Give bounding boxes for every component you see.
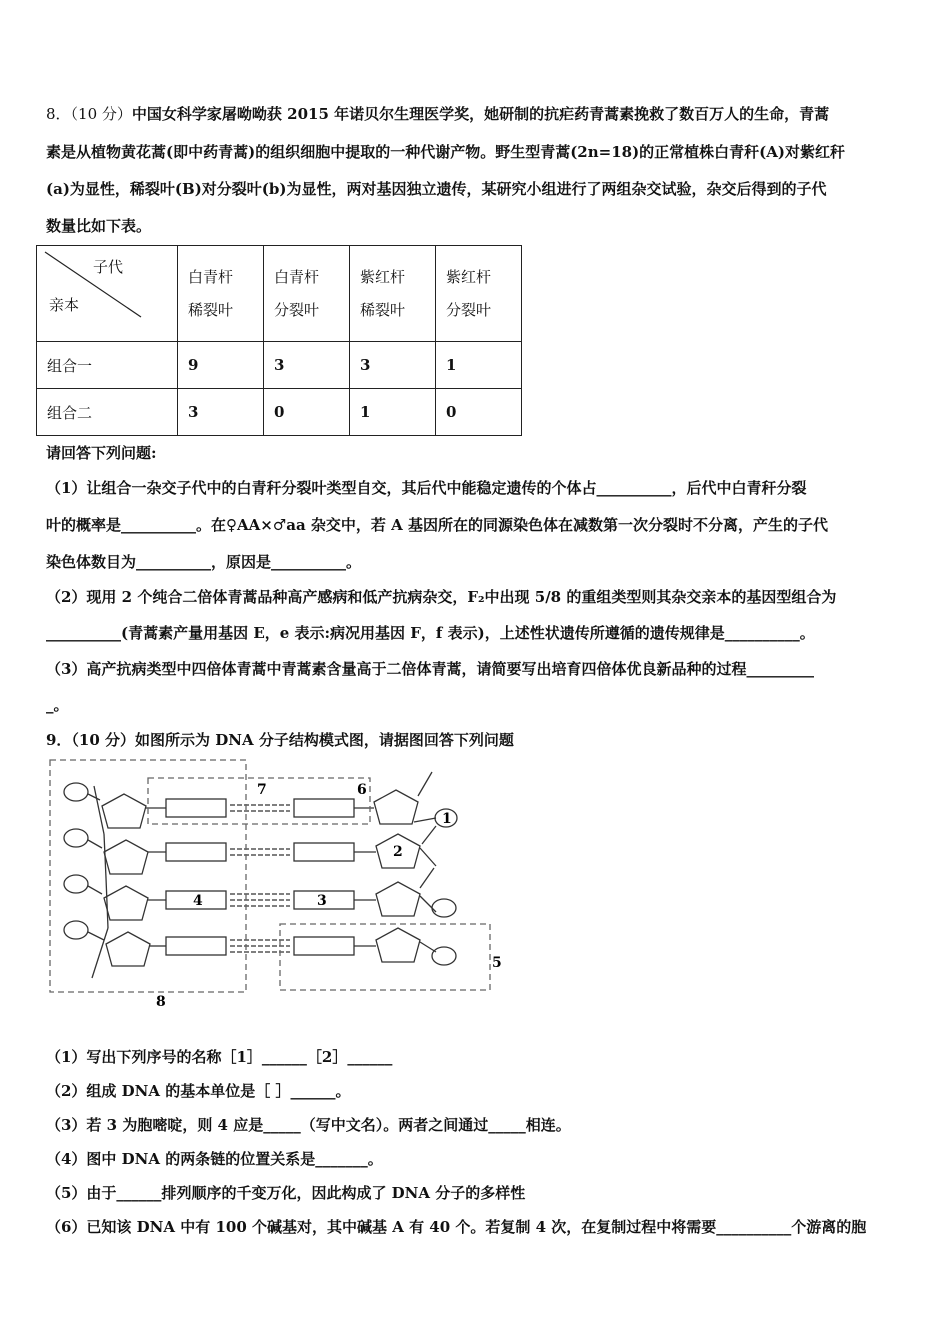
q8-intro-4: 数量比如下表。 (46, 217, 152, 235)
bond (88, 886, 102, 894)
label-3: 3 (317, 893, 327, 909)
deoxyribose (102, 794, 146, 828)
label-8: 8 (156, 994, 166, 1006)
table-col-header (436, 246, 522, 342)
q9-sub-1: （1）写出下列序号的名称［1］______［2］______ (46, 1048, 393, 1066)
base (166, 843, 226, 861)
q9-title: 9．（10 分）如图所示为 DNA 分子结构模式图，请据图回答下列问题 (46, 731, 514, 749)
base (294, 937, 354, 955)
table-row (37, 389, 522, 436)
q8-sub-3a: （3）高产抗病类型中四倍体青蒿中青蒿素含量高于二倍体青蒿，请简要写出培育四倍体优良新品种的过程_________ (46, 660, 814, 678)
q8-line-1 (46, 103, 829, 124)
phosphate (64, 783, 88, 801)
corner-top-label: 子代 (93, 258, 124, 276)
cross-result-table (36, 245, 522, 436)
table-row (37, 342, 522, 389)
q8-sub-2b: __________(青蒿素产量用基因 E，e 表示:病况用基因 F，f 表示)，上述性状遗传所遵循的遗传规律是__________。 (46, 624, 815, 642)
col-header-line2: 分裂叶 (446, 300, 492, 319)
table-cell: 1 (350, 389, 436, 436)
phosphate (432, 899, 456, 917)
q9-sub-2: （2）组成 DNA 的基本单位是［ ］______。 (46, 1082, 351, 1100)
bond (88, 840, 102, 848)
deoxyribose (376, 928, 420, 962)
q8-number: 8．（10 分） (46, 105, 132, 123)
col-header-line2: 稀裂叶 (188, 300, 234, 319)
col-header-line1: 紫红杆 (360, 267, 406, 286)
box-5 (280, 924, 490, 990)
table-cell: 3 (178, 389, 264, 436)
base (294, 843, 354, 861)
table-cell: 9 (178, 342, 264, 389)
q9-sub-5: （5）由于______排列顺序的千变万化，因此构成了 DNA 分子的多样性 (46, 1184, 526, 1202)
q8-sub-2a: （2）现用 2 个纯合二倍体青蒿品种高产感病和低产抗病杂交，F₂中出现 5/8 的重组类型则其杂交亲本的基因型组合为 (46, 588, 837, 606)
q8-intro-1: 中国女科学家屠呦呦获 2015 年诺贝尔生理医学奖，她研制的抗疟药青蒿素挽救了数百万人的生命，青蒿 (131, 105, 830, 123)
col-header-line1: 白青杆 (188, 267, 234, 286)
q8-intro-2: 素是从植物黄花蒿(即中药青蒿)的组织细胞中提取的一种代谢产物。野生型青蒿(2n=18)的正常植株白青秆(A)对紫红秆 (46, 143, 846, 161)
phosphate (64, 875, 88, 893)
row-label: 组合一 (37, 342, 178, 389)
deoxyribose (374, 790, 418, 824)
table-cell: 0 (436, 389, 522, 436)
bond (88, 932, 104, 940)
label-2: 2 (393, 844, 403, 860)
dna-structure-diagram (44, 756, 514, 1006)
q9-sub-3: （3）若 3 为胞嘧啶，则 4 应是_____（写中文名）。两者之间通过_____相连。 (46, 1116, 571, 1134)
label-5: 5 (492, 955, 502, 971)
label-4: 4 (193, 893, 203, 909)
left-backbone (106, 878, 108, 928)
deoxyribose (106, 932, 150, 966)
q8-sub-1c: 染色体数目为__________，原因是__________。 (46, 553, 362, 571)
deoxyribose (376, 882, 420, 916)
q8-sub-1b: 叶的概率是__________。在♀AA×♂aa 杂交中，若 A 基因所在的同源染色体在减数第一次分裂时不分离，产生的子代 (46, 516, 829, 534)
q9-sub-6: （6）已知该 DNA 中有 100 个碱基对，其中碱基 A 有 40 个。若复制 4 次，在复制过程中将需要__________个游离的胞 (46, 1218, 867, 1236)
deoxyribose (104, 886, 148, 920)
base (166, 799, 226, 817)
col-header-line1: 白青杆 (274, 267, 320, 286)
label-6: 6 (357, 782, 367, 798)
label-7: 7 (257, 782, 267, 798)
base (294, 799, 354, 817)
label-1: 1 (442, 811, 452, 827)
deoxyribose (104, 840, 148, 874)
phosphate (64, 829, 88, 847)
q8-sub-1a: （1）让组合一杂交子代中的白青秆分裂叶类型自交，其后代中能稳定遗传的个体占__________，后代中白青秆分裂 (46, 479, 807, 497)
corner-bottom-label: 亲本 (49, 296, 80, 314)
q9-sub-4: （4）图中 DNA 的两条链的位置关系是_______。 (46, 1150, 383, 1168)
col-header-line2: 稀裂叶 (360, 300, 406, 319)
q8-sub-3b: _。 (46, 696, 69, 714)
table-cell: 3 (350, 342, 436, 389)
row-label: 组合二 (37, 389, 178, 436)
col-header-line1: 紫红杆 (446, 267, 492, 286)
col-header-line2: 分裂叶 (274, 300, 320, 319)
q8-intro-3: (a)为显性，稀裂叶(B)对分裂叶(b)为显性，两对基因独立遗传，某研究小组进行了两组杂交试验，杂交后得到的子代 (46, 180, 827, 198)
phosphate (432, 947, 456, 965)
table-cell: 1 (436, 342, 522, 389)
table-col-header (178, 246, 264, 342)
q8-prompt: 请回答下列问题: (46, 444, 157, 462)
table-cell: 3 (264, 342, 350, 389)
bond (88, 794, 100, 800)
table-cell: 0 (264, 389, 350, 436)
base (166, 937, 226, 955)
table-col-header (264, 246, 350, 342)
phosphate (64, 921, 88, 939)
table-corner-cell (37, 246, 178, 342)
table-col-header (350, 246, 436, 342)
